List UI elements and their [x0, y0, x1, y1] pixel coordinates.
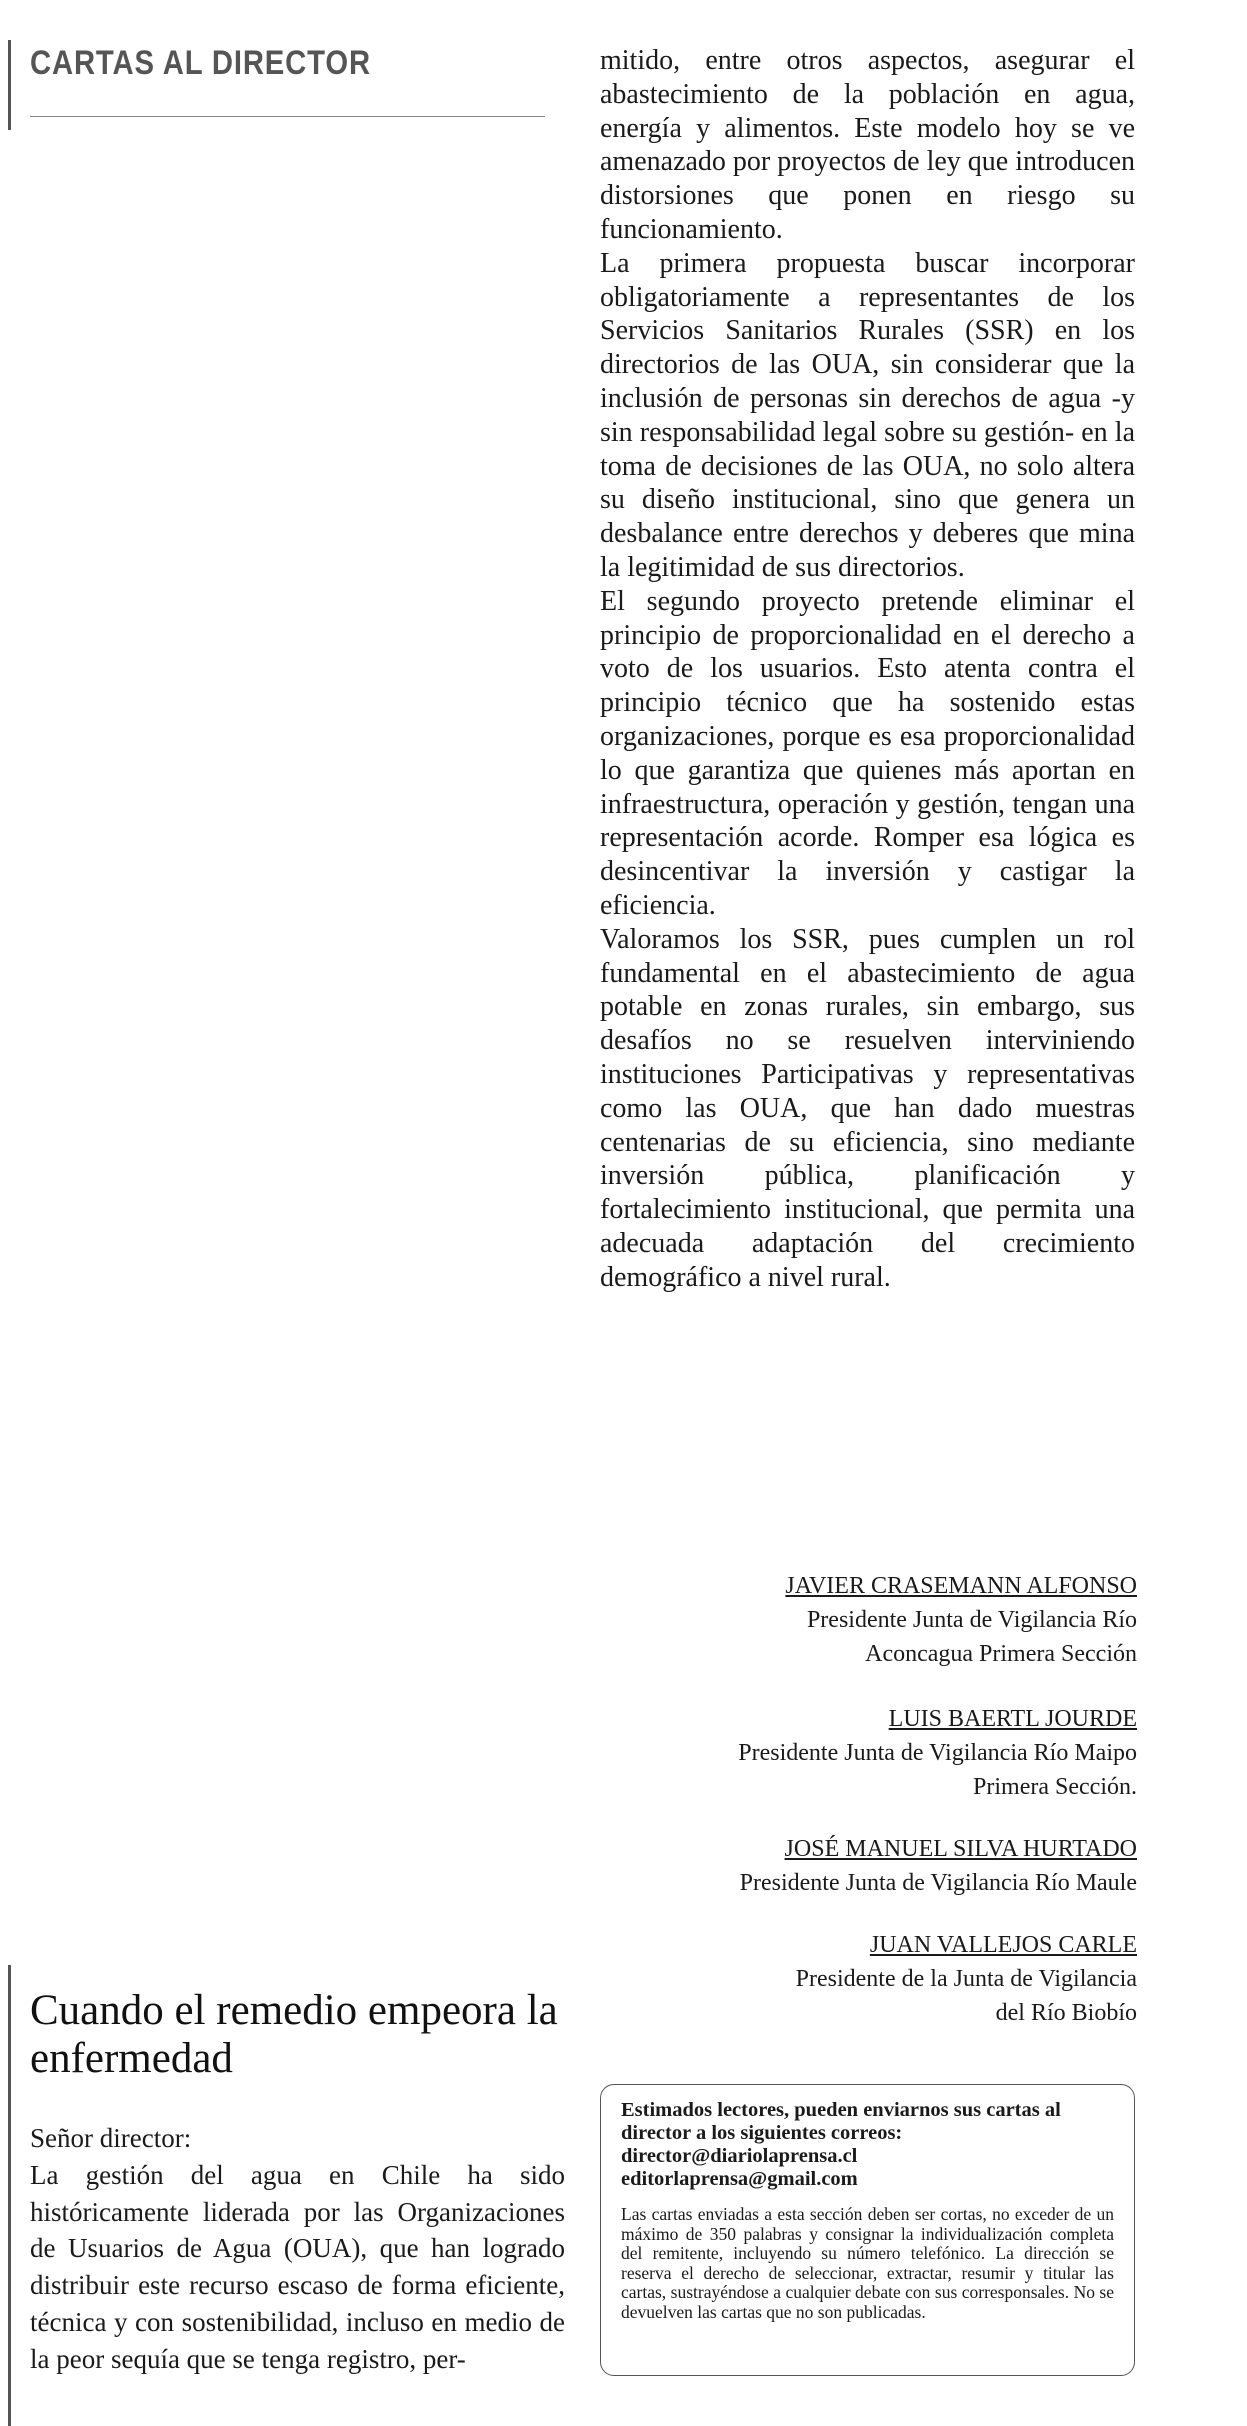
signature-block: [738, 1702, 1137, 1804]
signature-block: [785, 1569, 1137, 1671]
signature-role: Presidente Junta de Vigilancia Río: [806, 1607, 1137, 1633]
letter-paragraph-3: El segundo proyecto pretende eliminar el principio de proporcionalidad en el derecho a voto de los usuarios. Esto atenta contra el principio técnico que ha sostenido estas organizaciones, porque es esa proporcionalidad lo que garantiza que quienes más aportan en infraestructura, operación y gestión, tengan una representación acorde. Romper esa lógica es desincentivar la inversión y castigar la eficiencia.: [600, 585, 1135, 921]
signature-name: LUIS BAERTL JOURDE: [888, 1706, 1137, 1732]
letter-paragraph-1-continued: mitido, entre otros aspectos, asegurar el abastecimiento de la población en agua, energía y alimentos. Este modelo hoy se ve amenazado por proyectos de ley que introducen distorsiones que ponen en riesgo su funcionamiento.: [600, 45, 1135, 245]
editor-email: director@diariolaprensa.cl: [621, 2145, 858, 2167]
signature-block: [740, 1832, 1137, 1900]
signature-role: del Río Biobío: [995, 2000, 1137, 2026]
reader-info-heading: [621, 2099, 1114, 2191]
signature-name: JAVIER CRASEMANN ALFONSO: [785, 1573, 1137, 1599]
letter-paragraph-2: La primera propuesta buscar incorporar obligatoriamente a representantes de los Servicios Sanitarios Rurales (SSR) en los directorios de las OUA, sin considerar que la inclusión de personas sin derechos de agua -y sin responsabilidad legal sobre su gestión- en la toma de decisiones de las OUA, no solo altera su diseño institucional, sino que genera un desbalance entre derechos y deberes que mina la legitimidad de sus directorios.: [600, 247, 1135, 583]
signature-name: JUAN VALLEJOS CARLE: [869, 1932, 1137, 1958]
reader-info-heading-line: Estimados lectores, pueden enviarnos sus cartas al: [621, 2099, 1061, 2121]
letter-body-left-column: La gestión del agua en Chile ha sido históricamente liderada por las Organizaciones de Usuarios de Agua (OUA), que han logrado distribuir este recurso escaso de forma eficiente, técnica y con sostenibilidad, incluso en medio de la peor sequía que se tenga registro, per-: [30, 2160, 565, 2374]
letter-salutation: Señor director:: [30, 2123, 192, 2153]
reader-info-heading-line: director a los siguientes correos:: [621, 2122, 903, 2144]
section-title: CARTAS AL DIRECTOR: [30, 44, 371, 82]
signature-role: Presidente Junta de Vigilancia Río Maipo: [738, 1740, 1137, 1766]
signature-role: Presidente de la Junta de Vigilancia: [795, 1966, 1137, 1992]
section-rule: [8, 40, 11, 130]
signature-role: Presidente Junta de Vigilancia Río Maule: [739, 1870, 1137, 1896]
signature-role: Primera Sección.: [973, 1774, 1137, 1800]
signature-role: Aconcagua Primera Sección: [865, 1641, 1137, 1667]
letter-headline: Cuando el remedio empeora la enfermedad: [30, 1987, 558, 2082]
reader-info-text: Las cartas enviadas a esta sección deben ser cortas, no exceder de un máximo de 350 palabras y consignar la individualización completa del remitente, incluyendo su número telefónico. La dirección se reserva el derecho de seleccionar, extractar, resumir y titular las cartas, sustrayéndose a cualquier debate con sus corresponsales. No se devuelven las cartas que no son publicadas.: [621, 2204, 1114, 2322]
signature-block: [796, 1928, 1137, 2030]
letter-body-right-column: [600, 44, 1135, 1294]
editor-email: editorlaprensa@gmail.com: [621, 2168, 858, 2190]
reader-info-box: [600, 2084, 1135, 2376]
signature-name: JOSÉ MANUEL SILVA HURTADO: [784, 1836, 1137, 1862]
letter-paragraph-4: Valoramos los SSR, pues cumplen un rol fundamental en el abastecimiento de agua potable en zonas rurales, sin embargo, sus desafíos no se resuelven interviniendo instituciones Participativas y representativas como las OUA, que han dado muestras centenarias de su eficiencia, sino mediante inversión pública, planificación y fortalecimiento institucional, que permita una adecuada adaptación del crecimiento demográfico a nivel rural.: [600, 923, 1135, 1293]
section-divider: [30, 116, 545, 117]
letter-rule: [8, 1965, 11, 2426]
